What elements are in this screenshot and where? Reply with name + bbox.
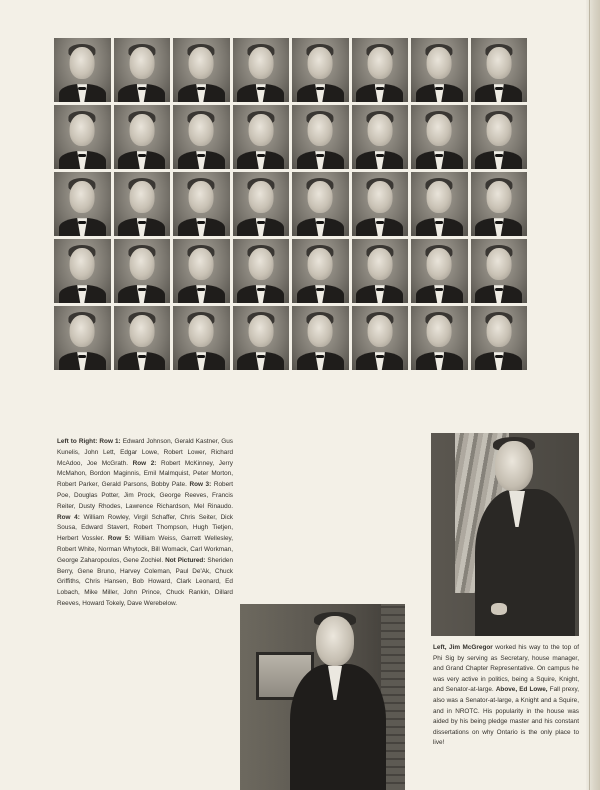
ed-lowe-photo (240, 604, 405, 790)
portrait-tie (197, 288, 205, 291)
member-portrait (233, 306, 290, 370)
member-portrait (292, 239, 349, 303)
portrait-grid (54, 38, 527, 370)
portrait-head (367, 114, 392, 146)
member-portrait (114, 306, 171, 370)
portrait-tie (495, 288, 503, 291)
portrait-tie (316, 355, 324, 358)
face (316, 616, 354, 666)
row5-label: Row 5: (107, 535, 131, 543)
member-portrait (411, 239, 468, 303)
not-pictured-names: Sheriden Berry, Gene Bruno, Harvey Coleman, Paul De'Ak, Chuck Griffiths, Chris Hansen, Bob Howard, Clark Leonard, Ed Lobach, Mike Miller, John Prince, Chuck Rankin, Dillard Reeves, Howard Tokely, Dave Werebelow. (57, 556, 234, 607)
portrait-head (248, 114, 273, 146)
portrait-head (189, 315, 214, 347)
portrait-head (427, 47, 452, 79)
portrait-tie (78, 288, 86, 291)
member-portrait (54, 306, 111, 370)
member-portrait (352, 306, 409, 370)
member-portrait (352, 239, 409, 303)
officer1-label: Left, Jim McGregor (433, 644, 493, 651)
portrait-tie (495, 154, 503, 157)
portrait-tie (376, 87, 384, 90)
portrait-tie (138, 355, 146, 358)
member-portrait (352, 172, 409, 236)
member-portrait (292, 38, 349, 102)
portrait-tie (495, 87, 503, 90)
portrait-head (308, 47, 333, 79)
member-portrait (173, 306, 230, 370)
portrait-head (70, 181, 95, 213)
portrait-head (367, 181, 392, 213)
member-portrait (411, 306, 468, 370)
member-portrait (173, 172, 230, 236)
member-portrait (233, 239, 290, 303)
member-portrait (114, 172, 171, 236)
portrait-tie (197, 221, 205, 224)
portrait-head (427, 114, 452, 146)
portrait-tie (376, 355, 384, 358)
portrait-head (308, 315, 333, 347)
portrait-tie (138, 288, 146, 291)
member-portrait (114, 105, 171, 169)
row3-label: Row 3: (189, 481, 212, 489)
portrait-head (427, 181, 452, 213)
member-portrait (471, 172, 528, 236)
portrait-head (189, 47, 214, 79)
row1-names: Edward Johnson, Gerald Kastner, Gus Kunelis, John Lett, Edgar Lowe, Robert Lower, Richard McAdoo, Joe McGrath. (57, 438, 233, 467)
portrait-head (70, 47, 95, 79)
member-portrait (352, 105, 409, 169)
member-portrait (114, 239, 171, 303)
portrait-tie (257, 355, 265, 358)
portrait-head (248, 248, 273, 280)
portrait-head (486, 181, 511, 213)
row1-label: Row 1: (99, 438, 121, 445)
member-portrait (233, 105, 290, 169)
row4-names: William Rowley, Virgil Schaffer, Chris Seiter, Dick Sousa, Edward Stavert, Robert Thompson, Hugh Tietjen, Herbert Vossler. (57, 513, 233, 543)
portrait-head (486, 315, 511, 347)
row4-label: Row 4: (57, 513, 80, 521)
portrait-head (70, 114, 95, 146)
portrait-head (427, 315, 452, 347)
member-portrait (292, 306, 349, 370)
portrait-tie (316, 288, 324, 291)
member-portrait (411, 38, 468, 102)
member-portrait (173, 239, 230, 303)
portrait-tie (316, 154, 324, 157)
portrait-tie (78, 154, 86, 157)
portrait-head (189, 248, 214, 280)
member-portrait (233, 172, 290, 236)
jim-mcgregor-photo (431, 433, 579, 636)
portrait-head (486, 114, 511, 146)
portrait-head (486, 47, 511, 79)
portrait-tie (78, 355, 86, 358)
portrait-head (248, 315, 273, 347)
portrait-head (189, 181, 214, 213)
portrait-tie (376, 288, 384, 291)
portrait-head (427, 248, 452, 280)
portrait-head (189, 114, 214, 146)
portrait-tie (138, 154, 146, 157)
member-portrait (411, 172, 468, 236)
page-edge-line (589, 0, 590, 790)
portrait-tie (78, 87, 86, 90)
member-portrait (352, 38, 409, 102)
portrait-tie (376, 154, 384, 157)
row3-names: Robert Poe, Douglas Potter, Jim Prock, George Reeves, Francis Reiter, Dusty Rhodes, Lawrence Richardson, Mel Rinaudo. (57, 481, 234, 510)
officers-caption (433, 643, 579, 749)
face (495, 441, 533, 491)
portrait-tie (197, 154, 205, 157)
portrait-head (308, 248, 333, 280)
portrait-tie (376, 221, 384, 224)
member-portrait (471, 38, 528, 102)
member-portrait (114, 38, 171, 102)
member-portrait (471, 306, 528, 370)
portrait-tie (435, 221, 443, 224)
member-portrait (54, 239, 111, 303)
member-portrait (411, 105, 468, 169)
portrait-tie (257, 288, 265, 291)
member-portrait (292, 105, 349, 169)
hand (491, 603, 507, 615)
portrait-tie (435, 288, 443, 291)
member-portrait (233, 38, 290, 102)
portrait-head (70, 248, 95, 280)
member-portrait (173, 38, 230, 102)
member-portrait (471, 105, 528, 169)
portrait-head (367, 315, 392, 347)
roster-caption (57, 437, 233, 610)
portrait-head (308, 181, 333, 213)
portrait-tie (138, 87, 146, 90)
portrait-tie (197, 355, 205, 358)
portrait-tie (495, 355, 503, 358)
row2-label: Row 2: (132, 459, 157, 467)
portrait-head (367, 47, 392, 79)
not-pictured-label: Not Pictured: (165, 556, 206, 564)
portrait-tie (435, 355, 443, 358)
officer2-text: Fall prexy, also was a Senator-at-large, a Knight and a Squire, and in NROTC. His popularity in the house was aided by his being pledge master and his constant dissertations on why Ontario is the only place to live! (433, 686, 579, 747)
suit (475, 489, 575, 636)
portrait-tie (257, 221, 265, 224)
portrait-head (129, 248, 154, 280)
row5-names: William Weiss, Garrett Wellesley, Robert White, Norman Whytock, Bill Womack, Carl Workman, George Zaharopoulos, Gene Zochiel. (57, 535, 234, 564)
row2-names: Robert McKinney, Jerry McMahon, Bordon Maginnis, Emil Malmquist, Peter Morton, Robert Parker, Gerald Parsons, Bobby Pate. (57, 459, 233, 489)
portrait-head (308, 114, 333, 146)
member-portrait (471, 239, 528, 303)
officer1-text: worked his way to the top of Phi Sig by serving as Secretary, house manager, and Grand Chapter Representative. On campus he was very active in politics, being a Squire, Knight, and Senator-at-large. (433, 644, 579, 694)
portrait-head (248, 47, 273, 79)
portrait-head (70, 315, 95, 347)
portrait-tie (197, 87, 205, 90)
portrait-tie (138, 221, 146, 224)
member-portrait (54, 172, 111, 236)
portrait-tie (257, 154, 265, 157)
portrait-head (129, 315, 154, 347)
portrait-head (248, 181, 273, 213)
member-portrait (54, 38, 111, 102)
officer2-label: Above, Ed Lowe, (495, 686, 548, 694)
portrait-tie (78, 221, 86, 224)
portrait-tie (495, 221, 503, 224)
portrait-tie (316, 87, 324, 90)
portrait-tie (257, 87, 265, 90)
portrait-head (367, 248, 392, 280)
portrait-head (129, 181, 154, 213)
portrait-tie (435, 154, 443, 157)
member-portrait (54, 105, 111, 169)
member-portrait (292, 172, 349, 236)
portrait-head (129, 114, 154, 146)
caption-intro: Left to Right: (57, 438, 98, 445)
portrait-tie (435, 87, 443, 90)
portrait-head (486, 248, 511, 280)
member-portrait (173, 105, 230, 169)
portrait-head (129, 47, 154, 79)
portrait-tie (316, 221, 324, 224)
